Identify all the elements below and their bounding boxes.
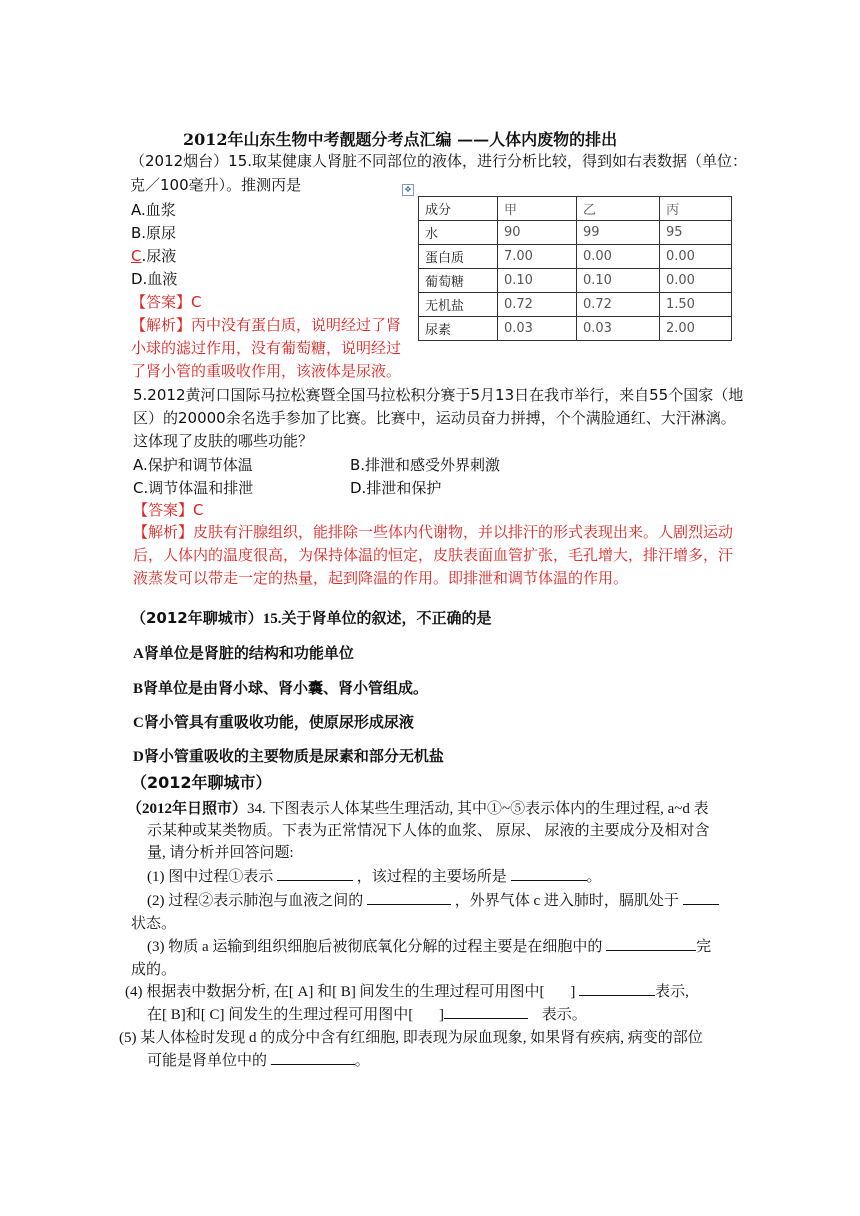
q4-part2-text-b: ，外界气体 c 进入肺时，膈肌处于	[454, 893, 679, 909]
q4-part4-text-d: 在[ B]和[ C] 间发生的生理过程可用图中[	[147, 1007, 414, 1023]
table-row	[419, 245, 732, 269]
q4-part4-bracket-close: ]	[570, 984, 576, 1000]
table-cell: 99	[577, 221, 660, 245]
q4-part1-blank1[interactable]	[277, 866, 353, 881]
table-cell: 0.03	[498, 317, 577, 341]
q4-part4-text-f: 表示。	[541, 1007, 587, 1023]
q4-part5-blank[interactable]	[271, 1050, 355, 1065]
table-cell: 0.03	[577, 317, 660, 341]
q1-answer: 【答案】C	[131, 293, 202, 311]
q3-source: （2012年聊城市）	[131, 609, 263, 627]
q4-part5-text-c: 。	[354, 1053, 370, 1069]
q1-stem-line2: 克／100毫升）。推测丙是	[130, 176, 302, 194]
q4-part4-line2	[147, 1003, 587, 1024]
q4-part2-blank1[interactable]	[367, 890, 451, 905]
table-header-cell: 乙	[577, 197, 660, 221]
composition-table	[418, 196, 732, 341]
q4-part5-text-b: 可能是肾单位中的	[147, 1053, 268, 1069]
q1-stem-line1: （2012烟台）15.取某健康人肾脏不同部位的液体，进行分析比较，得到如右表数据（单位：	[130, 152, 748, 170]
q2-answer: 【答案】C	[133, 501, 204, 519]
q4-stem-line1	[127, 797, 709, 818]
q4-part1-text-c: 。	[586, 869, 602, 885]
q1-analysis-line3: 了肾小管的重吸收作用，该液体是尿液。	[131, 362, 402, 380]
q4-part3-tail: 成的。	[131, 962, 177, 978]
table-header-row	[419, 197, 732, 221]
q2-option-d: D.排泄和保护	[350, 479, 442, 497]
q4-stem-text: 34. 下图表示人体某些生理活动, 其中①~⑤表示体内的生理过程, a~d 表	[247, 801, 709, 817]
q4-part3-text-a: (3) 物质 a 运输到组织细胞后被彻底氧化分解的过程主要是在细胞中的	[147, 939, 603, 955]
q4-part3-blank[interactable]	[606, 936, 696, 951]
q3-stem	[131, 607, 492, 628]
table-cell: 蛋白质	[419, 245, 498, 269]
q1-option-c-letter: C	[131, 247, 142, 265]
q4-part4-text-c: 表示,	[655, 984, 689, 1000]
table-header-cell: 成分	[419, 197, 498, 221]
table-cell: 95	[660, 221, 732, 245]
q4-part4-text-a: (4) 根据表中数据分析, 在[ A] 和[ B] 间发生的生理过程可用图中[	[125, 984, 545, 1000]
q4-part5-line2	[147, 1049, 370, 1070]
q3-trailing-source: （2012年聊城市）	[131, 773, 272, 792]
q1-option-a: A.血浆	[131, 201, 176, 219]
q2-option-a: A.保护和调节体温	[133, 456, 253, 474]
q1-option-c-text: .尿液	[141, 247, 177, 265]
table-cell: 尿素	[419, 317, 498, 341]
table-cell: 0.00	[660, 269, 732, 293]
table-cell: 1.50	[660, 293, 732, 317]
table-cell: 葡萄糖	[419, 269, 498, 293]
q4-part1-text-a: (1) 图中过程①表示	[147, 869, 274, 885]
q4-part1-blank2[interactable]	[511, 866, 587, 881]
q1-option-c	[131, 245, 176, 266]
q4-part4	[125, 980, 689, 1001]
q4-part2-text-a: (2) 过程②表示肺泡与血液之间的	[147, 893, 364, 909]
q2-analysis-line2: 后，人体内的温度很高，为保持体温的恒定，皮肤表面血管扩张，毛孔增大，排汗增多，汗	[133, 546, 734, 564]
table-cell: 0.00	[577, 245, 660, 269]
q4-part1	[147, 865, 602, 886]
q4-stem-line3: 量, 请分析并回答问题:	[147, 845, 294, 861]
q4-part2	[147, 889, 719, 910]
q4-part3-text-b: 完	[696, 939, 712, 955]
q4-source: （2012年日照市）	[127, 801, 248, 817]
q2-analysis-line3: 液蒸发可以带走一定的热量，起到降温的作用。即排泄和调节体温的作用。	[133, 569, 629, 587]
table-cell: 90	[498, 221, 577, 245]
q2-stem-line1: 5.2012黄河口国际马拉松赛暨全国马拉松积分赛于5月13日在我市举行，来自55个国家（地	[133, 386, 744, 404]
table-row	[419, 293, 732, 317]
q1-analysis-line2: 小球的滤过作用，没有葡萄糖，说明经过	[131, 339, 402, 357]
q4-part2-tail: 状态。	[131, 916, 177, 932]
q2-stem-line2: 区）的20000余名选手参加了比赛。比赛中，运动员奋力拼搏，个个满脸通红、大汗淋漓。	[133, 409, 736, 427]
q3-option-a: A肾单位是肾脏的结构和功能单位	[133, 646, 354, 662]
table-row	[419, 317, 732, 341]
table-cell: 0.72	[577, 293, 660, 317]
table-row	[419, 221, 732, 245]
q2-option-c: C.调节体温和排泄	[133, 479, 254, 497]
table-cell: 无机盐	[419, 293, 498, 317]
q1-analysis-line1: 【解析】丙中没有蛋白质，说明经过了肾	[131, 316, 402, 334]
q4-part4-blank1[interactable]	[579, 981, 655, 996]
table-cell: 0.00	[660, 245, 732, 269]
q3-option-d: D肾小管重吸收的主要物质是尿素和部分无机盐	[133, 749, 444, 765]
q2-analysis-line1: 【解析】皮肤有汗腺组织，能排除一些体内代谢物，并以排汗的形式表现出来。人剧烈运动	[133, 523, 734, 541]
table-cell: 0.10	[577, 269, 660, 293]
table-row	[419, 269, 732, 293]
q3-stem-text: 15.关于肾单位的叙述，不正确的是	[262, 611, 492, 627]
q3-option-c: C肾小管具有重吸收功能，使原尿形成尿液	[133, 715, 414, 731]
table-header-cell: 甲	[498, 197, 577, 221]
table-move-handle-icon: ✥	[402, 184, 414, 196]
q4-part4-blank2[interactable]	[444, 1004, 528, 1019]
table-cell: 2.00	[660, 317, 732, 341]
table-cell: 水	[419, 221, 498, 245]
table-cell: 0.72	[498, 293, 577, 317]
q3-option-b: B肾单位是由肾小球、肾小囊、肾小管组成。	[133, 681, 429, 697]
table-header-cell: 丙	[660, 197, 732, 221]
q4-part4-bracket-close2: ]	[439, 1007, 444, 1023]
table-cell: 0.10	[498, 269, 577, 293]
q4-stem-line2: 示某种或某类物质。下表为正常情况下人体的血浆、 原尿、 尿液的主要成分及相对含	[147, 823, 710, 839]
q4-part2-blank2[interactable]	[683, 890, 719, 905]
q1-option-b: B.原尿	[131, 224, 177, 242]
page-title: 2012年山东生物中考靓题分考点汇编 ——人体内废物的排出	[183, 130, 618, 149]
q1-option-d: D.血液	[131, 270, 178, 288]
q4-part5-line1: (5) 某人体检时发现 d 的成分中含有红细胞, 即表现为尿血现象, 如果肾有疾病, 病变的部位	[119, 1030, 703, 1046]
q4-part3	[147, 935, 711, 956]
table-cell: 7.00	[498, 245, 577, 269]
q4-part1-text-b: ，该过程的主要场所是	[356, 869, 507, 885]
q2-stem-line3: 这体现了皮肤的哪些功能？	[133, 432, 314, 450]
q2-option-b: B.排泄和感受外界刺激	[350, 456, 501, 474]
